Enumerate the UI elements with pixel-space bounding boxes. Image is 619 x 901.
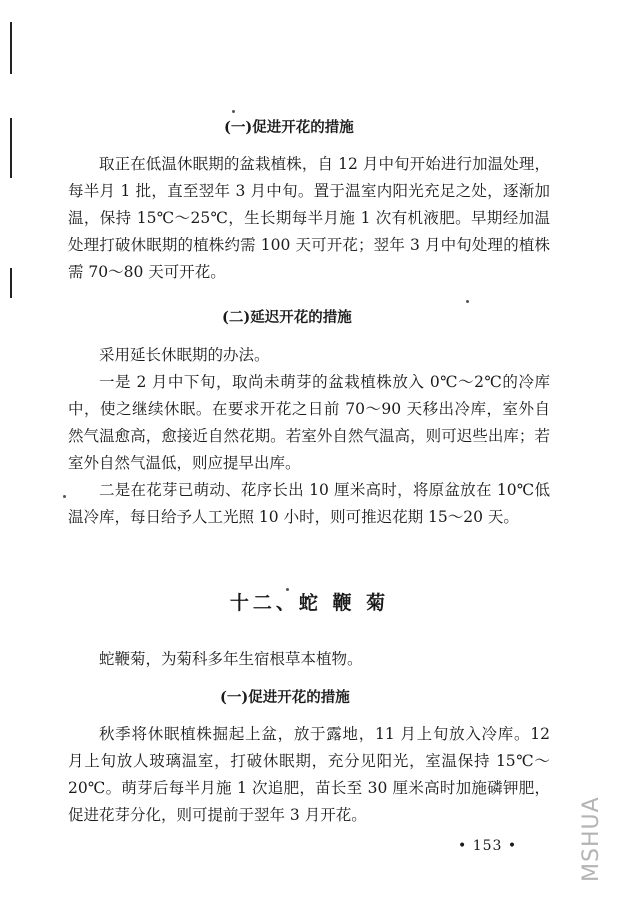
paragraph-chapter-intro: 蛇鞭菊，为菊科多年生宿根草本植物。 bbox=[99, 650, 363, 668]
scan-edge-mark-middle bbox=[10, 118, 12, 178]
paragraph-promote-flowering: 取正在低温休眠期的盆栽植株，自 12 月中旬开始进行加温处理，每半月 1 批，直至翌年 3 月中旬。置于温室内阳光充足之处，逐渐加温，保持 15℃～25℃，生长期每半月施 1 次有机液肥。早期经加温处理打破休眠期的植株约需 100 天可开花；翌年 3 月中旬处理的植株需 70～80 天可开花。 bbox=[68, 155, 550, 281]
paragraph-delay-method-two: 二是在花芽已萌动、花序长出 10 厘米高时，将原盆放在 10℃低温冷库，每日给予人工光照 10 小时，则可推迟花期 15～20 天。 bbox=[68, 481, 550, 526]
scan-speck bbox=[63, 495, 66, 498]
paragraph-delay-method-one: 一是 2 月中下旬，取尚未萌芽的盆栽植株放入 0℃～2℃的冷库中，使之继续休眠。在要求开花之日前 70～90 天移出冷库，室外自然气温愈高，愈接近自然花期。若室外自然气温高，则可迟些出库；若室外自然气温低，则应提早出库。 bbox=[68, 373, 550, 472]
section-heading-delay-flowering: (二)延迟开花的措施 bbox=[222, 309, 352, 326]
scan-speck bbox=[466, 300, 469, 303]
paragraph-delay-intro: 采用延长休眠期的办法。 bbox=[99, 346, 270, 364]
watermark: MSHUA bbox=[579, 796, 604, 882]
section-heading-promote-flowering: (一)促进开花的措施 bbox=[224, 119, 354, 136]
section-heading-promote-flowering-liatris: (一)促进开花的措施 bbox=[220, 689, 350, 706]
chapter-title: 十二、蛇 鞭 菊 bbox=[229, 592, 390, 614]
paragraph-promote-flowering-liatris: 秋季将休眠植株掘起上盆，放于露地，11 月上旬放入冷库。12 月上旬放人玻璃温室，打破休眠期，充分见阳光，室温保持 15℃～20℃。萌芽后每半月施 1 次追肥，苗长至 30 厘米高时加施磷钾肥，促进花芽分化，则可提前于翌年 3 月开花。 bbox=[68, 725, 550, 824]
scan-edge-mark-lower bbox=[10, 268, 12, 298]
scan-speck bbox=[232, 110, 235, 113]
page-number: • 153 • bbox=[458, 838, 518, 854]
scan-edge-mark-top bbox=[10, 22, 12, 74]
